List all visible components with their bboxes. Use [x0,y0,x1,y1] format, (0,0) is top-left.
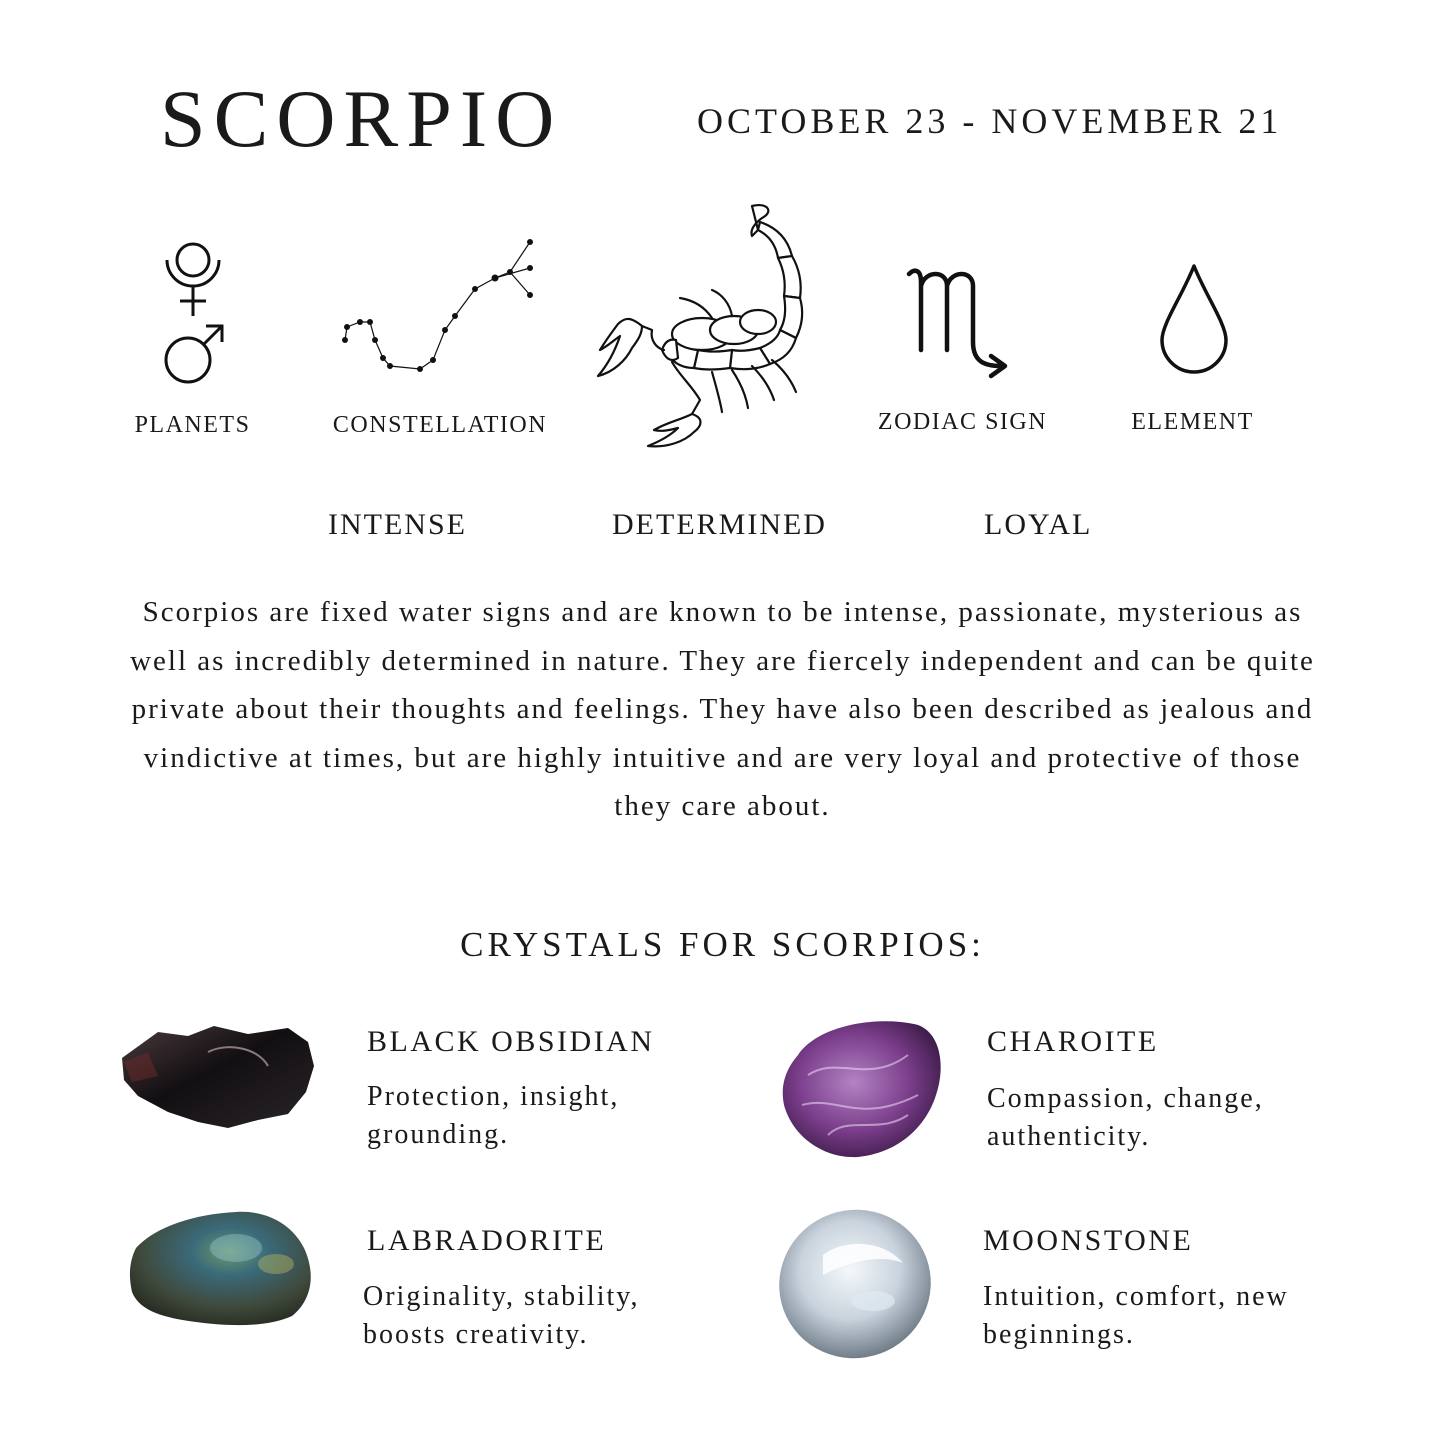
zodiac-sign-label: ZODIAC SIGN [877,409,1048,435]
crystal-desc-black-obsidian: Protection, insight, grounding. [367,1081,620,1150]
element-label: ELEMENT [1131,409,1254,435]
charoite-image [778,1015,946,1160]
scorpion-icon [592,200,824,452]
constellation-label: CONSTELLATION [332,412,548,438]
scorpio-glyph-icon [905,262,1023,380]
trait-determined: DETERMINED [612,508,827,541]
date-range: OCTOBER 23 - NOVEMBER 21 [697,101,1283,141]
planets-label: PLANETS [134,412,251,438]
crystal-name-charoite: CHAROITE [987,1025,1159,1058]
moonstone-image [773,1205,937,1363]
labradorite-image [126,1208,318,1330]
trait-loyal: LOYAL [984,508,1093,541]
crystal-name-moonstone: MOONSTONE [983,1224,1194,1257]
description-paragraph: Scorpios are fixed water signs and are known to be intense, passionate, mysterious as well as incredibly determined in nature. They are fiercely independent and can be quite private about their thoughts and feelings. They have also been described as jealous and vindictive at times, but are highly intuitive and are very loyal and protective of those they care about. [130,596,1315,822]
crystal-desc-moonstone: Intuition, comfort, new beginnings. [983,1281,1289,1350]
crystal-name-labradorite: LABRADORITE [367,1224,607,1257]
crystal-desc-labradorite: Originality, stability, boosts creativity. [363,1281,640,1350]
trait-intense: INTENSE [328,508,467,541]
constellation-icon [335,232,545,377]
black-obsidian-image [118,1022,318,1134]
crystal-name-black-obsidian: BLACK OBSIDIAN [367,1025,655,1058]
pluto-mars-icon [150,238,240,388]
crystals-heading: CRYSTALS FOR SCORPIOS: [460,925,985,964]
water-drop-icon [1158,262,1230,374]
crystal-desc-charoite: Compassion, change, authenticity. [987,1083,1264,1152]
page-title: SCORPIO [160,73,563,164]
